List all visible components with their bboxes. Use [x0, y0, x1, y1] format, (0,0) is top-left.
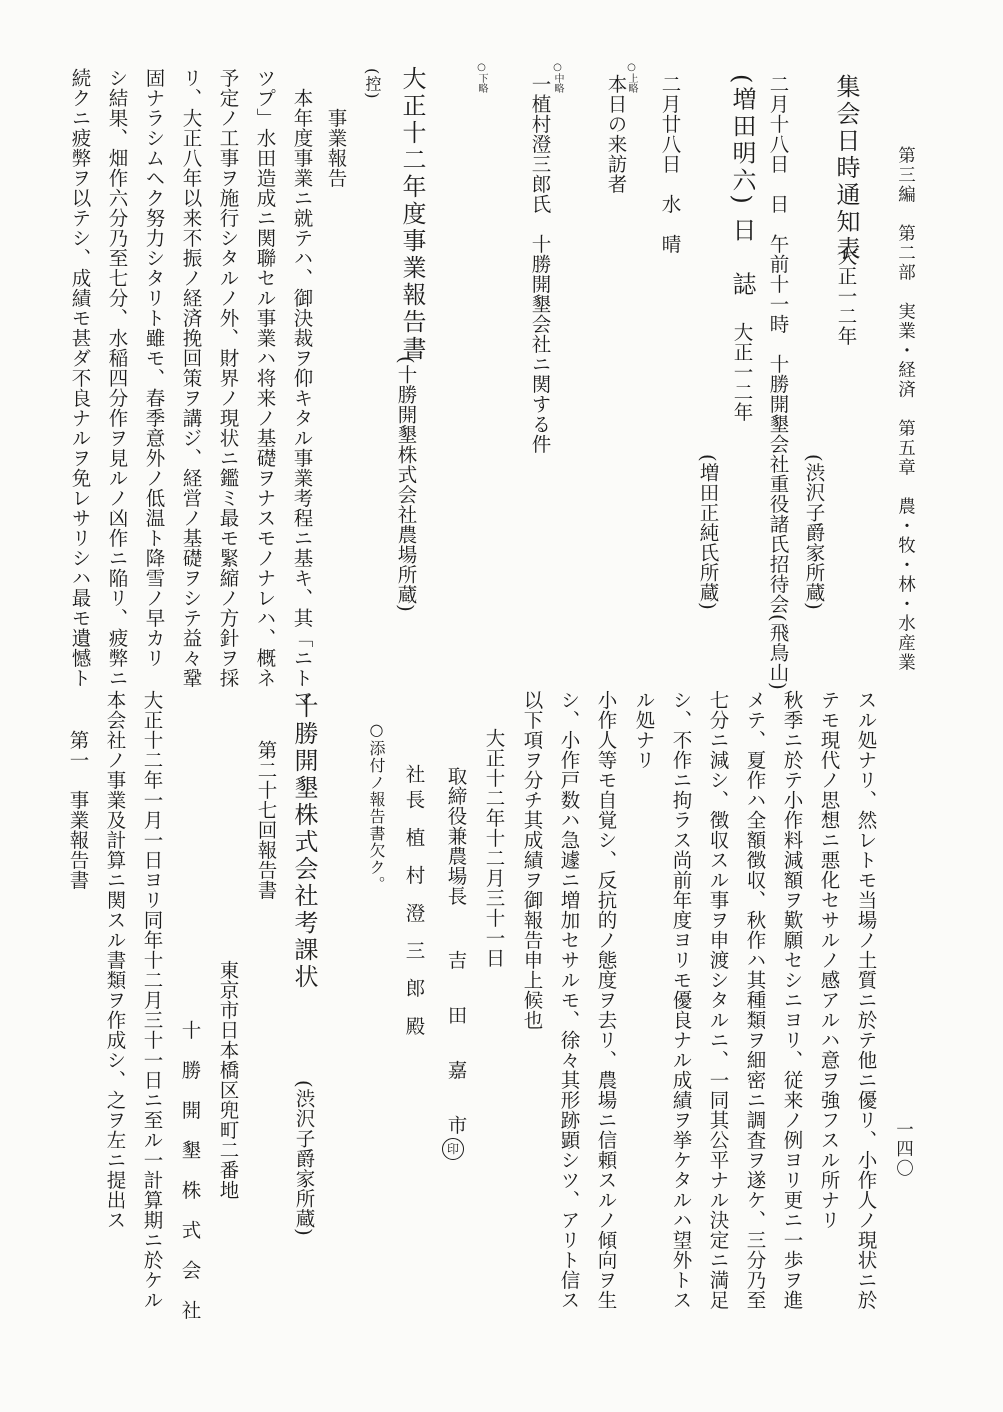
body-line: シ、不作ニ拘ラス尚前年度ヨリモ優良ナル成績ヲ挙ケタルハ望外トス: [669, 690, 693, 1310]
signer-title: 取締役兼農場長: [444, 766, 468, 906]
draft-mark: (控): [363, 68, 382, 100]
company-name: 十 勝 開 墾 株 式 会 社: [178, 1020, 202, 1320]
report-source-2: (渋沢子爵家所蔵): [292, 1080, 316, 1237]
body-line: 秋季ニ於テ小作料減額ヲ歎願セシニヨリ、従来ノ例ヨリ更ニ一歩ヲ進: [780, 690, 804, 1310]
visitor-line: 一植村澄三郎氏 十勝開墾会社ニ関する件: [528, 74, 552, 454]
diary-title: (増田明六) 日 誌: [728, 74, 756, 299]
body-line: 七分ニ減シ、徴収スル事ヲ申渡シタルニ、一同其公平ナル決定ニ満足: [706, 690, 730, 1310]
company-address: 東京市日本橋区兜町二番地: [216, 960, 240, 1200]
body-line: 本年度事業ニ就テハ、御決裁ヲ仰キタル事業考程ニ基キ、其「ニトマ: [290, 88, 314, 708]
running-header: 第三編 第二部 実業・経済 第五章 農・牧・林・水産業: [895, 146, 916, 673]
body-line: シ、小作戸数ハ急遽ニ増加セサルモ、徐々其形跡顕シツ、アリト信ス: [557, 690, 581, 1310]
report-title: 大正十二年度事業報告書: [398, 66, 426, 363]
diary-date: 二月廿八日 水 晴: [658, 74, 682, 254]
mark-middle: ○中略: [552, 62, 563, 93]
body-line: リ、大正八年以来不振ノ経済挽回策ヲ講ジ、経営ノ基礎ヲシテ益々鞏: [179, 68, 203, 688]
section-heading-bottom: 第一 事業報告書: [66, 730, 90, 890]
body-line: 予定ノ工事ヲ施行シタルノ外、財界ノ現状ニ鑑ミ最モ緊縮ノ方針ヲ採: [216, 68, 240, 688]
diary-source: (増田正純氏所蔵): [696, 454, 720, 611]
body-line: ツプ」水田造成ニ関聯セル事業ハ将来ノ基礎ヲナスモノナレハ、概ネ: [253, 68, 277, 688]
notice-year: 大正一二年: [834, 246, 858, 346]
diary-year: 大正一二年: [730, 322, 754, 422]
date-line: 大正十二年十二月三十一日: [482, 728, 506, 968]
addressee: 社長 植 村 澄 三 郎 殿: [402, 764, 426, 1042]
body-line: 以下項ヲ分チ其成績ヲ御報告申上候也: [520, 690, 544, 1030]
body-line: 小作人等モ自覚シ、反抗的ノ態度ヲ去リ、農場ニ信頼スルノ傾向ヲ生: [594, 690, 618, 1310]
notice-line: 二月十八日 日 午前十一時 十勝開墾会社重役諸氏招待会(飛鳥山): [766, 74, 790, 691]
notice-title: 集会日時通知表: [832, 74, 860, 263]
body-line: 続クニ疲弊ヲ以テシ、成績モ甚ダ不良ナルヲ免レサリシハ最モ遺憾ト: [68, 68, 92, 688]
attachment-note: ○添付ノ報告書欠ク。: [367, 720, 386, 893]
page-number: 一四〇: [893, 1120, 914, 1179]
mark-above: ○上略: [626, 62, 637, 93]
body-line: シ結果、畑作六分乃至七分、水稲四分作ヲ見ルノ凶作ニ陥リ、疲弊ニ: [105, 68, 129, 688]
body-line: 大正十二年一月一日ヨリ同年十二月三十一日ニ至ル一計算期ニ於ケル: [140, 690, 164, 1310]
body-line: 本会社ノ事業及計算ニ関スル書類ヲ作成シ、之ヲ左ニ提出ス: [103, 690, 127, 1230]
visitors-heading: 本日の来訪者: [604, 74, 628, 194]
body-line: テモ現代ノ思想ニ悪化セサルノ感アルハ意ヲ強フスル所ナリ: [817, 690, 841, 1230]
report-title-2: 十勝開墾株式会社考課状: [290, 694, 318, 991]
mark-below: ○下略: [476, 62, 487, 93]
section-heading-top: 事業報告: [324, 108, 348, 188]
signer-name: 吉 田 嘉 市: [444, 950, 468, 1143]
report-source: (十勝開墾株式会社農場所蔵): [394, 356, 418, 613]
notice-source: (渋沢子爵家所蔵): [802, 454, 826, 611]
body-line: ル処ナリ: [632, 690, 656, 770]
report-number: 第二十七回報告書: [254, 740, 278, 900]
body-line: スル処ナリ、然レトモ当場ノ土質ニ於テ他ニ優リ、小作人ノ現状ニ於: [854, 690, 878, 1310]
body-line: 固ナラシムヘク努力シタリト雖モ、春季意外ノ低温ト降雪ノ早カリ: [142, 68, 166, 668]
body-line: メテ、夏作ハ全額徴収、秋作ハ其種類ヲ細密ニ調査ヲ遂ケ、三分乃至: [743, 690, 767, 1310]
seal-icon: 印: [442, 1138, 464, 1160]
